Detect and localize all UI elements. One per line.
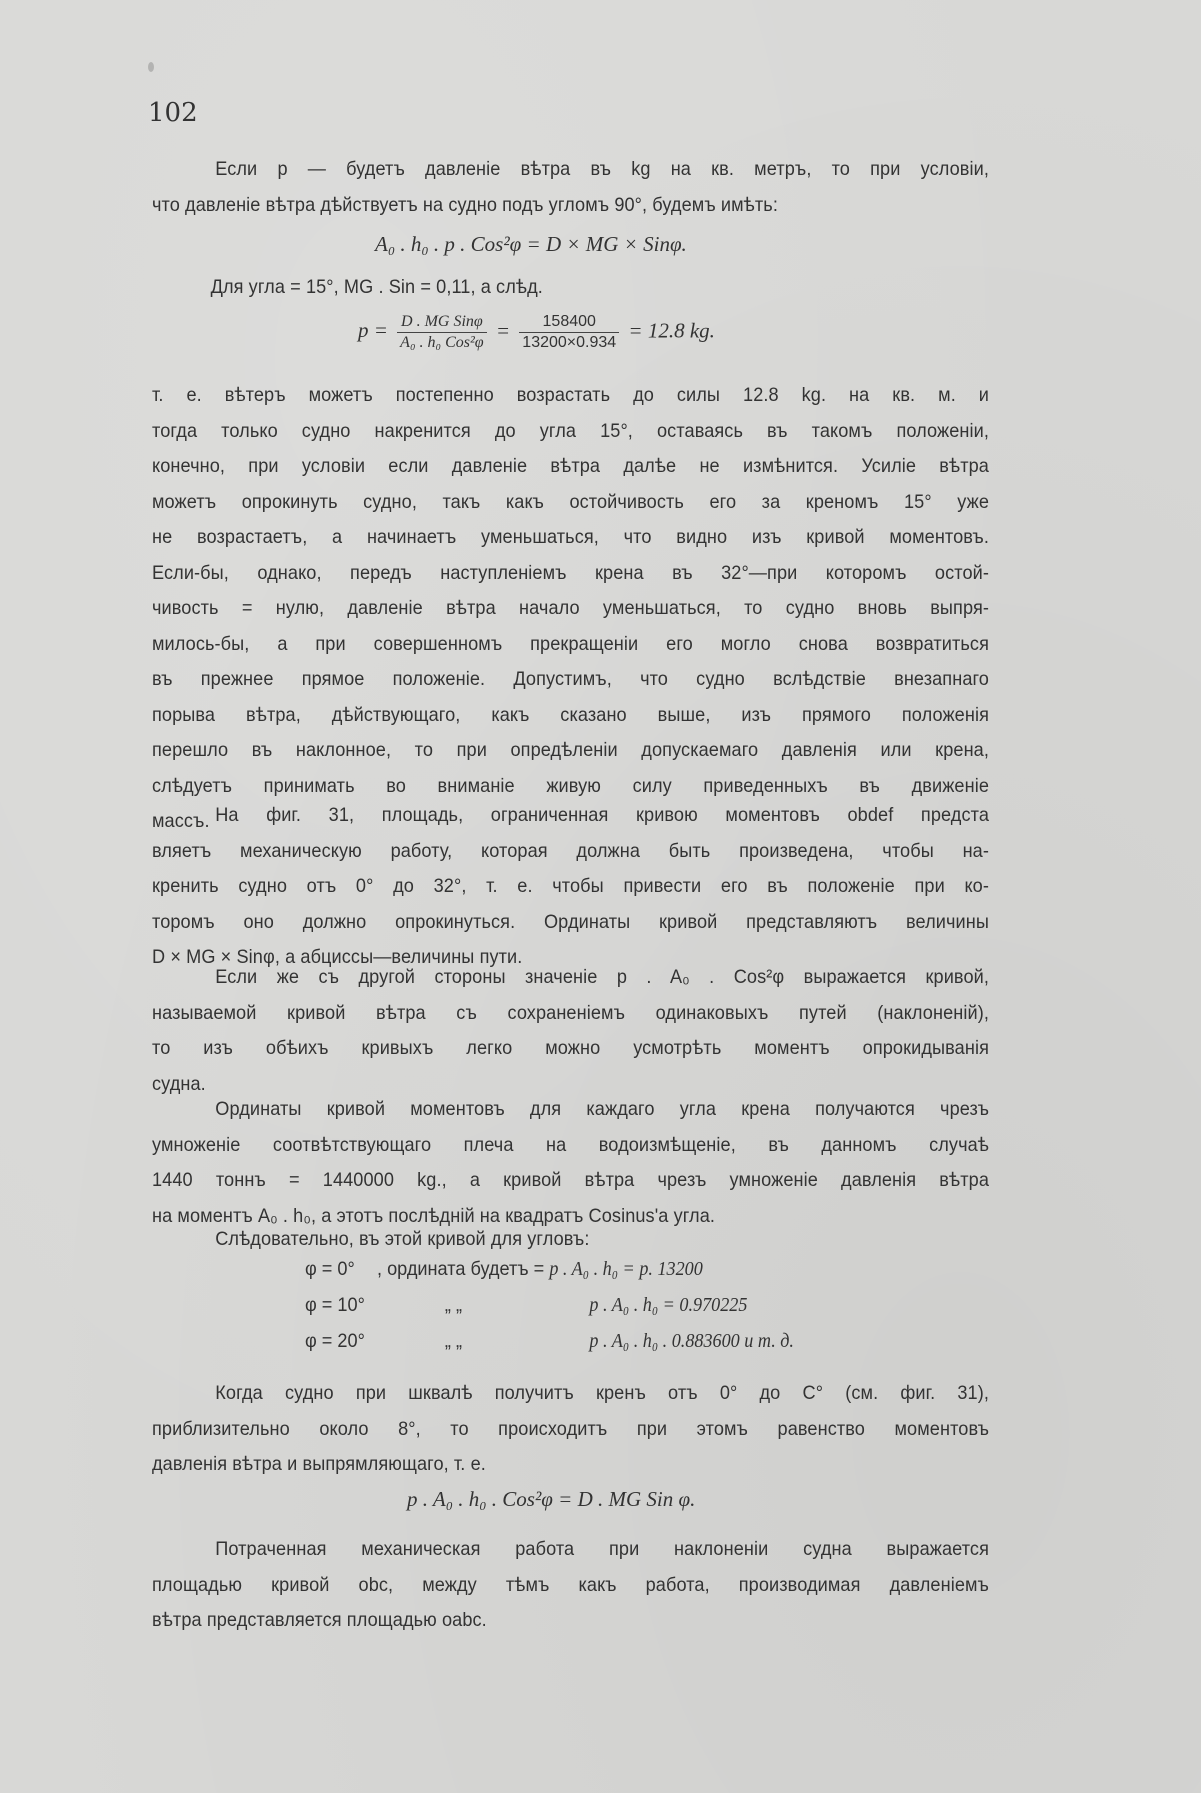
fraction-denominator: A₀ . h₀ Cos²φ: [400, 334, 484, 351]
angle-value: φ = 10°: [305, 1294, 365, 1316]
paragraph-1: [152, 152, 989, 223]
text-line: слѣдуетъ принимать во вниманіе живую силу приведенныхъ въ движеніе: [152, 774, 989, 797]
fraction-numerator: D . MG Sinφ: [397, 312, 486, 333]
text-line: называемой кривой вѣтра съ сохраненіемъ одинаковыхъ путей (наклоненій),: [152, 1001, 989, 1024]
ditto-marks: „ „: [444, 1330, 463, 1352]
paragraph-3: [152, 798, 989, 976]
text-line: Для угла = 15°, MG . Sin = 0,11, а слѣд.: [210, 276, 543, 298]
paragraph-2: [152, 378, 989, 840]
ordinate-value: p . A₀ . h₀ . 0.883600 и т. д.: [589, 1331, 794, 1352]
paragraph-7: [152, 1376, 989, 1483]
fraction-2: [519, 312, 619, 353]
fraction-numerator: 158400: [519, 312, 619, 333]
ordinate-value: p . A₀ . h₀ = 0.970225: [589, 1295, 748, 1316]
ink-smudge: [148, 62, 154, 72]
text-line: въ прежнее прямое положеніе. Допустимъ, что судно вслѣдствіе внезапнаго: [152, 668, 989, 690]
text-line: на моментъ A₀ . h₀, а этотъ послѣдній на квадратъ Cosinus'a угла.: [152, 1204, 716, 1227]
fraction-denominator: 13200×0.934: [522, 334, 617, 351]
text-line: давленія вѣтра и выпрямляющаго, т. е.: [152, 1453, 486, 1475]
formula-moment-equality: p . A₀ . h₀ . Cos²φ = D . MG Sin φ.: [407, 1487, 696, 1511]
fraction-1: [397, 312, 486, 353]
paragraph-4: [152, 960, 989, 1102]
paragraph-5: [152, 1092, 989, 1234]
text-line: торомъ оно должно опрокинуться. Ординаты кривой представляютъ величины: [152, 910, 989, 933]
text-line: вляетъ механическую работу, которая должна быть произведена, чтобы на-: [152, 839, 989, 862]
ordinate-value: p . A₀ . h₀ = p. 13200: [549, 1259, 703, 1280]
text-line: 1440 тоннъ = 1440000 kg., а кривой вѣтра чрезъ умноженіе давленія вѣтра: [152, 1169, 989, 1191]
angle-value: φ = 20°: [305, 1330, 365, 1352]
ditto-marks: „ „: [444, 1294, 463, 1316]
text-line: порыва вѣтра, дѣйствующаго, какъ сказано выше, изъ прямого положенія: [152, 703, 989, 726]
text-line: D × MG × Sinφ, а абциссы—величины пути.: [152, 946, 523, 968]
text-line: Слѣдовательно, въ этой кривой для угловъ:: [215, 1228, 590, 1250]
text-line: милось-бы, а при совершенномъ прекращеніи его могло снова возвратиться: [152, 632, 989, 655]
text-line: вѣтра представляется площадью oabc.: [152, 1609, 487, 1631]
text-line: что давленіе вѣтра дѣйствуетъ на судно подъ угломъ 90°, будемъ имѣть:: [152, 193, 778, 216]
ordinate-label: , ордината будетъ =: [377, 1258, 545, 1280]
text-line: Если же съ другой стороны значеніе p . A₀ . Cos²φ выражается кривой,: [215, 966, 990, 988]
formula-result: = 12.8 kg.: [628, 318, 715, 343]
text-line: тогда только судно накренится до угла 15°, оставаясь въ такомъ положеніи,: [152, 419, 989, 442]
formula-lhs: p =: [358, 318, 388, 343]
text-line: площадью кривой obc, между тѣмъ какъ работа, производимая давленіемъ: [152, 1573, 989, 1596]
text-line: Если p — будетъ давленіе вѣтра въ kg на кв. метръ, то при условіи,: [215, 158, 990, 180]
text-line: конечно, при условіи если давленіе вѣтра далѣе не измѣнится. Усиліе вѣтра: [152, 455, 989, 477]
text-line: Если-бы, однако, передъ наступленіемъ крена въ 32°—при которомъ остой-: [152, 561, 989, 584]
text-line: кренить судно отъ 0° до 32°, т. е. чтобы привести его въ положеніе при ко-: [152, 875, 989, 897]
angle-condition: [152, 270, 989, 306]
table-row: [305, 1294, 747, 1317]
text-line: Когда судно при шквалѣ получитъ кренъ отъ 0° до C° (см. фиг. 31),: [215, 1382, 990, 1404]
text-line: чивость = нулю, давленіе вѣтра начало уменьшаться, то судно вновь выпря-: [152, 597, 989, 619]
text-line: т. е. вѣтеръ можетъ постепенно возрастать до силы 12.8 kg. на кв. м. и: [152, 384, 989, 406]
text-line: можетъ опрокинуть судно, такъ какъ остойчивость его за креномъ 15° уже: [152, 490, 989, 513]
formula-pressure: [240, 312, 715, 353]
table-row: [305, 1258, 703, 1281]
equals-sign: =: [495, 318, 511, 343]
text-line: не возрастаетъ, а начинаетъ уменьшаться, что видно изъ кривой моментовъ.: [152, 526, 989, 548]
table-row: [305, 1330, 794, 1353]
text-line: приблизительно около 8°, то происходитъ при этомъ равенство моментовъ: [152, 1417, 989, 1440]
text-line: судна.: [152, 1072, 206, 1095]
paragraph-6-intro: [152, 1222, 989, 1258]
text-line: умноженіе соотвѣтствующаго плеча на водоизмѣщеніе, въ данномъ случаѣ: [152, 1133, 989, 1156]
page-number: 102: [148, 98, 198, 128]
text-line: Ординаты кривой моментовъ для каждаго угла крена получаются чрезъ: [215, 1098, 990, 1120]
text-line: На фиг. 31, площадь, ограниченная кривою моментовъ obdef предста: [215, 804, 990, 826]
text-line: Потраченная механическая работа при наклоненіи судна выражается: [215, 1538, 990, 1560]
text-line: перешло въ наклонное, то при опредѣленіи допускаемаго давленія или крена,: [152, 739, 989, 761]
text-line: то изъ обѣихъ кривыхъ легко можно усмотрѣть моментъ опрокидыванія: [152, 1037, 989, 1059]
angle-value: φ = 0°: [305, 1258, 355, 1280]
text-line: массъ.: [152, 810, 210, 832]
formula-equilibrium: A₀ . h₀ . p . Cos²φ = D × MG × Sinφ.: [375, 232, 687, 256]
paragraph-8: [152, 1532, 989, 1639]
